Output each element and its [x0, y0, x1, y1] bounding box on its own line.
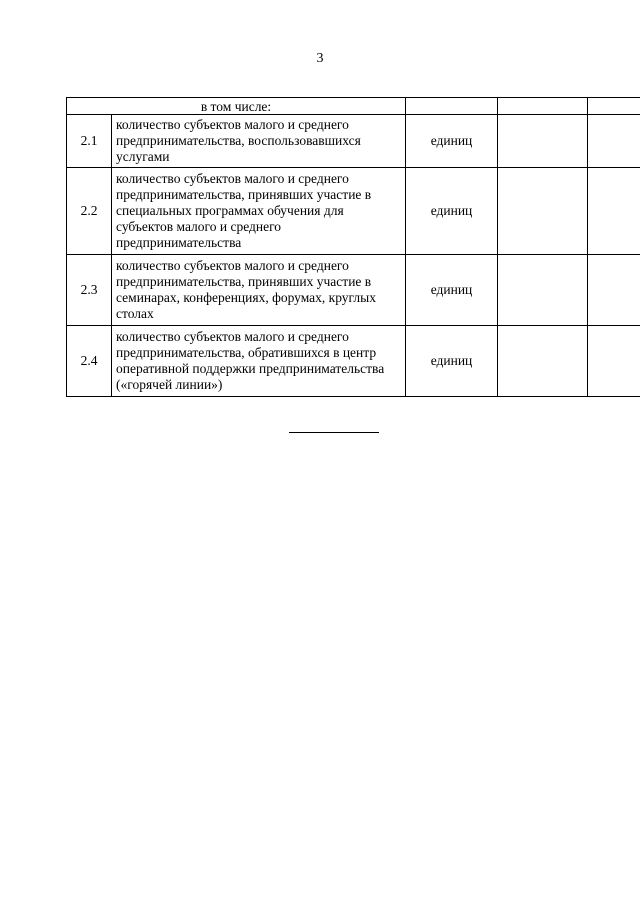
row-number: 2.1 [67, 115, 112, 168]
row-value-1 [498, 326, 588, 397]
row-number: 2.3 [67, 255, 112, 326]
row-value-1 [498, 115, 588, 168]
subheader-value-2-cell [588, 98, 640, 115]
subheader-label: в том числе: [67, 98, 406, 115]
table-row [67, 115, 640, 168]
row-unit: единиц [406, 168, 498, 255]
table-row [67, 168, 640, 255]
table-row [67, 326, 640, 397]
row-indicator-name: количество субъектов малого и среднего предпринимательства, воспользовавшихся услугами [112, 115, 406, 168]
row-number: 2.4 [67, 326, 112, 397]
end-of-document-rule [289, 432, 379, 433]
subheader-value-1-cell [498, 98, 588, 115]
row-indicator-name: количество субъектов малого и среднего предпринимательства, принявших участие в специальных программах обучения для субъектов малого и среднего предпринимательства [112, 168, 406, 255]
row-value-2 [588, 168, 640, 255]
row-indicator-name: количество субъектов малого и среднего предпринимательства, обратившихся в центр оперативной поддержки предпринимательства («горячей линии») [112, 326, 406, 397]
row-unit: единиц [406, 326, 498, 397]
row-value-1 [498, 168, 588, 255]
row-value-2 [588, 255, 640, 326]
table-row [67, 255, 640, 326]
indicators-table [66, 97, 640, 397]
row-unit: единиц [406, 115, 498, 168]
row-number: 2.2 [67, 168, 112, 255]
row-value-1 [498, 255, 588, 326]
row-value-2 [588, 326, 640, 397]
row-unit: единиц [406, 255, 498, 326]
row-value-2 [588, 115, 640, 168]
row-indicator-name: количество субъектов малого и среднего предпринимательства, принявших участие в семинарах, конференциях, форумах, круглых столах [112, 255, 406, 326]
table-subheader-row [67, 98, 640, 115]
subheader-unit-cell [406, 98, 498, 115]
page-number: 3 [316, 51, 324, 66]
